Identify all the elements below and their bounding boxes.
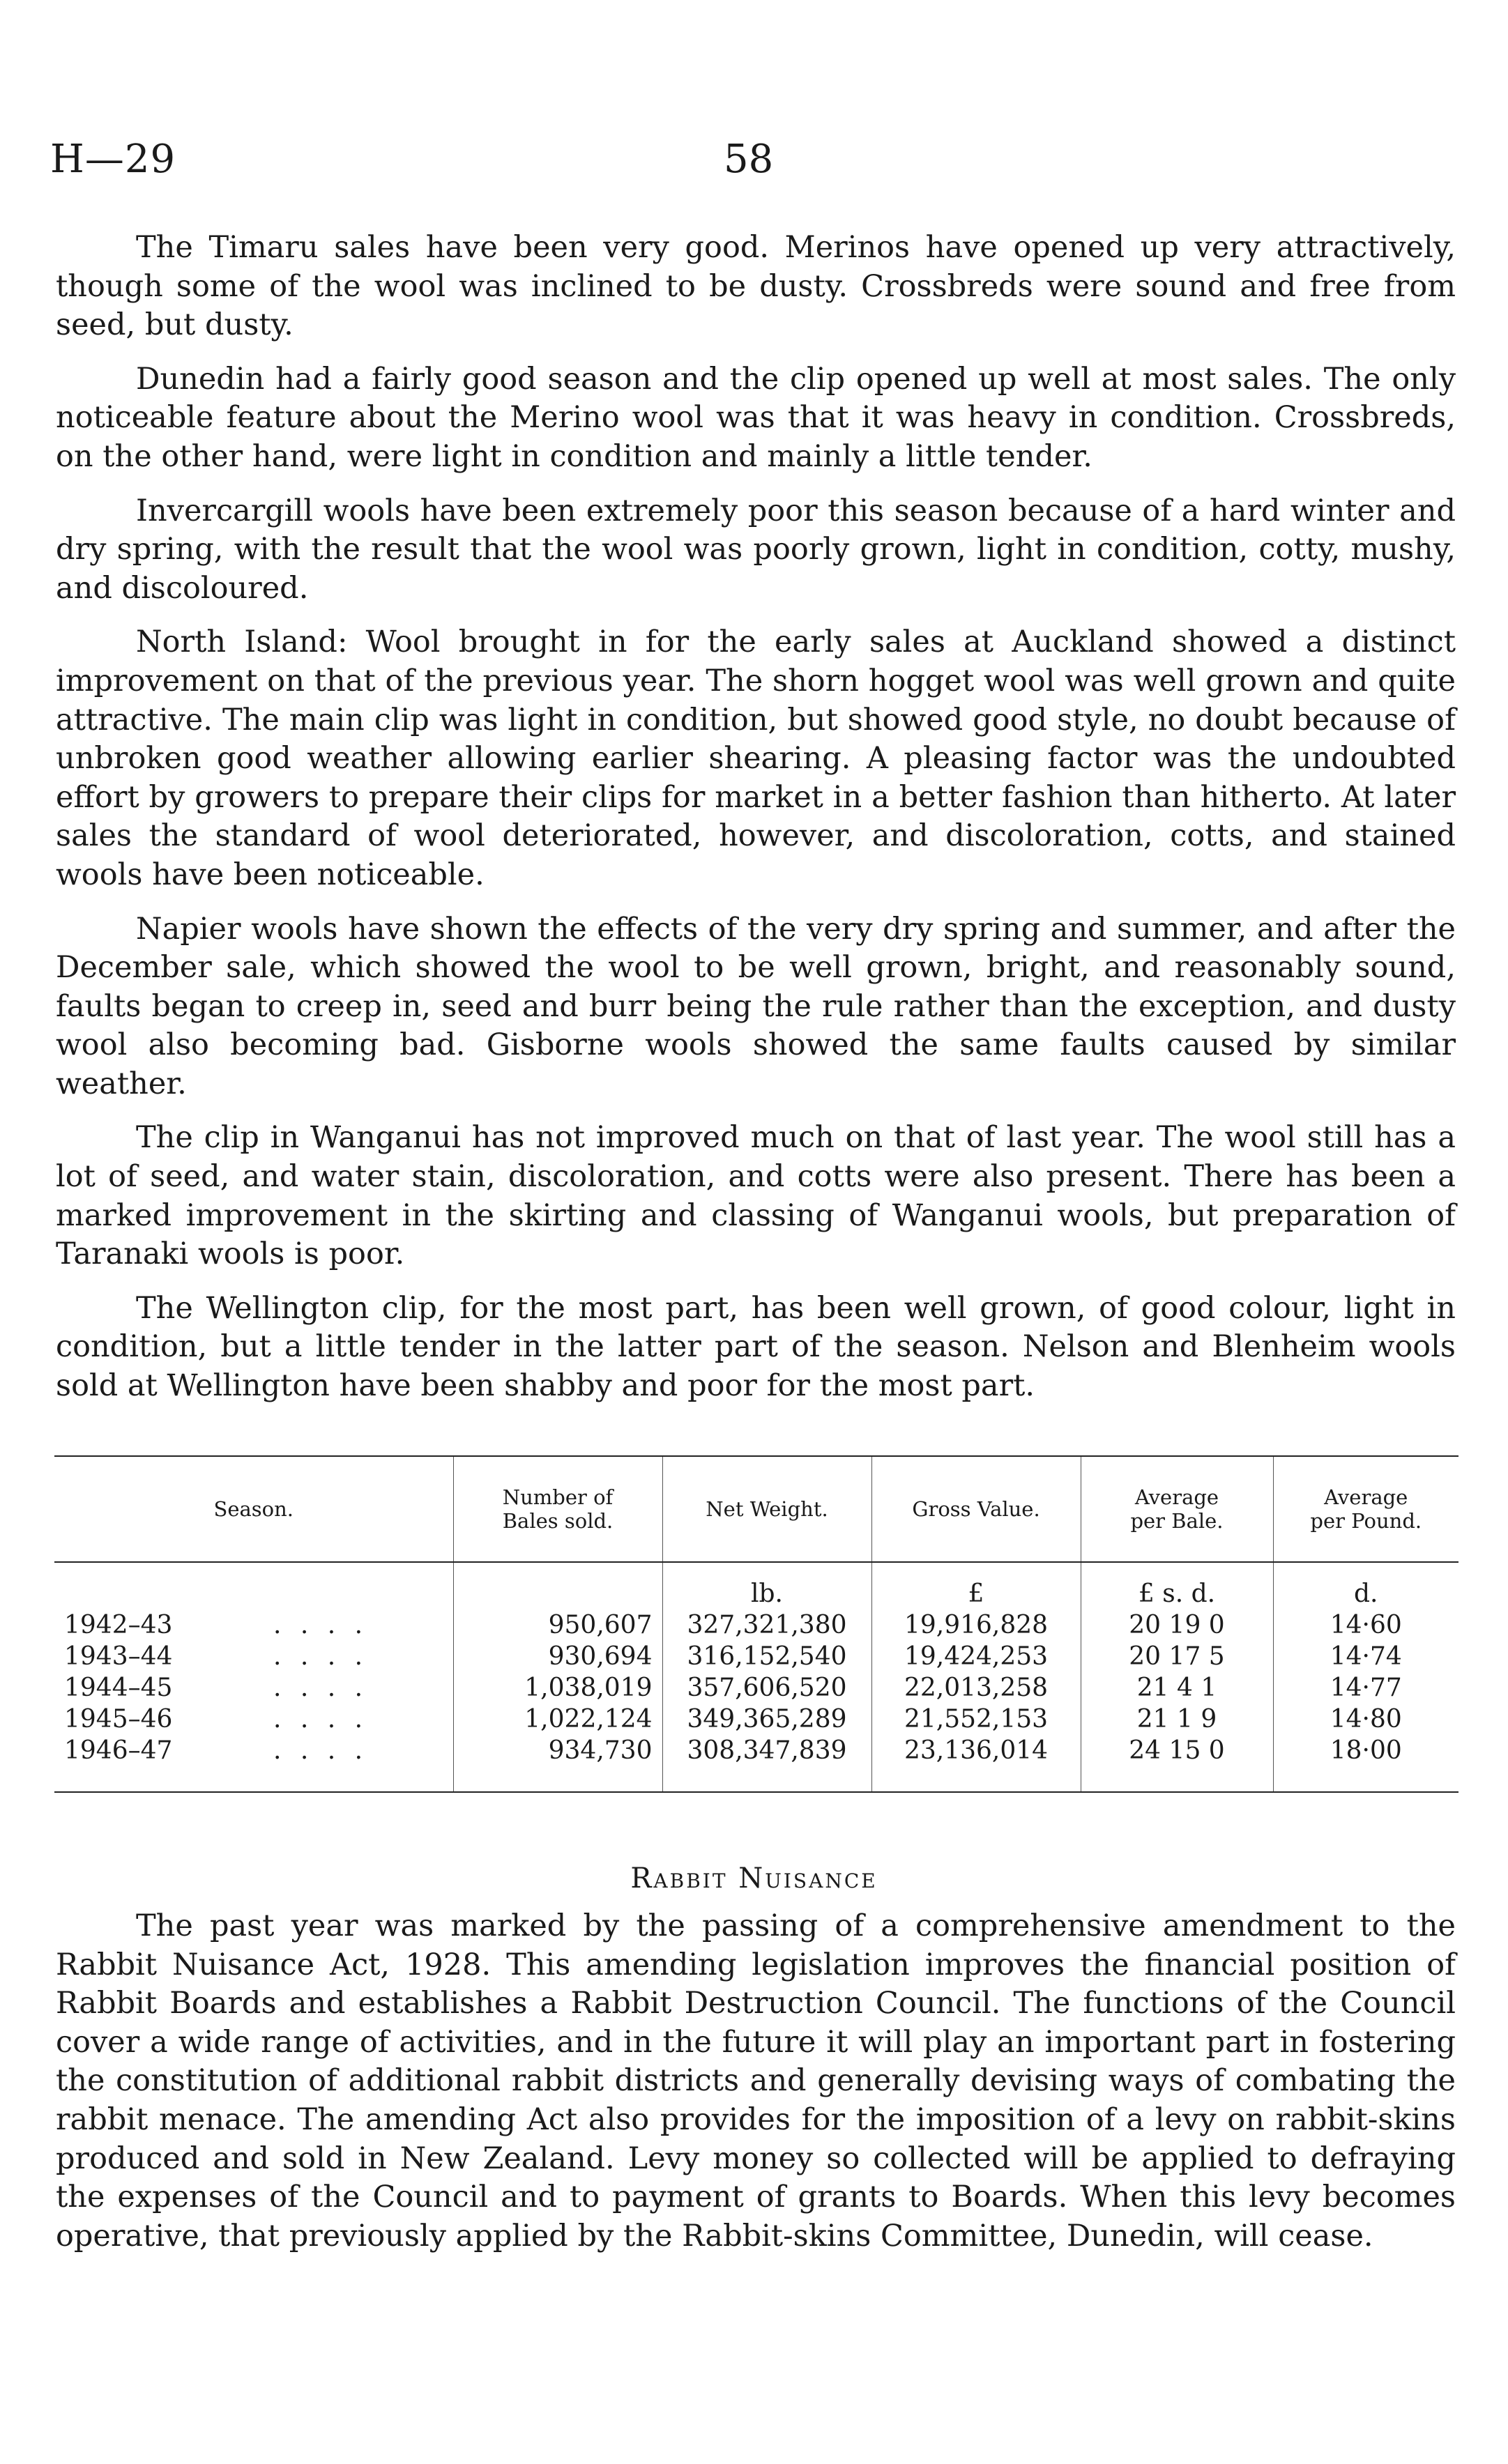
- gross-value-cell: 21,552,153: [871, 1704, 1081, 1735]
- season-cell: 1944–45: [64, 1674, 173, 1702]
- header-gross-value: Gross Value.: [871, 1456, 1081, 1562]
- net-weight-cell: 308,347,839: [662, 1735, 871, 1792]
- net-weight-cell: 357,606,520: [662, 1672, 871, 1704]
- leader-dots: . . . .: [273, 1705, 369, 1734]
- gross-value-cell: 19,424,253: [871, 1641, 1081, 1672]
- paragraph-timaru: The Timaru sales have been very good. Merinos have opened up very attractively, though some of the wool was inclined to be dusty. Crossbreds were sound and free from seed, but dusty.: [56, 230, 1456, 343]
- unit-gross-value: £: [871, 1562, 1081, 1609]
- season-cell: 1943–44: [64, 1642, 173, 1671]
- paragraph-napier: Napier wools have shown the effects of the very dry spring and summer, and after the December sale, which showed the wool to be well grown, bright, and reasonably sound, faults began to creep in, seed and burr being the rule rather than the exception, and dusty wool also becoming bad. Gisborne wools showed the same faults caused by similar weather.: [56, 911, 1456, 1101]
- paragraph-wellington: The Wellington clip, for the most part, has been well grown, of good colour, light in condition, but a little tender in the latter part of the season. Nelson and Blenheim wools sold at Wellington have been shabby and poor for the most part.: [56, 1290, 1456, 1404]
- average-per-pound-cell: 14·74: [1273, 1641, 1459, 1672]
- unit-net-weight: lb.: [662, 1562, 871, 1609]
- leader-dots: . . . .: [273, 1674, 369, 1702]
- paragraph-north-island: North Island: Wool brought in for the early sales at Auckland showed a distinct improvement on that of the previous year. The shorn hogget wool was well grown and quite attractive. The main clip was light in condition, but showed good style, no doubt because of unbroken good weather allowing earlier shearing. A pleasing factor was the undoubted effort by growers to prepare their clips for market in a better fashion than hitherto. At later sales the standard of wool deteriorated, however, and discoloration, cotts, and stained wools have been noticeable.: [56, 625, 1456, 892]
- average-per-pound-cell: 14·80: [1273, 1704, 1459, 1735]
- average-per-bale-cell: 20 19 0: [1081, 1609, 1273, 1641]
- unit-average-per-bale: £ s. d.: [1081, 1562, 1273, 1609]
- paragraph-wanganui: The clip in Wanganui has not improved much on that of last year. The wool still has a lot of seed, and water stain, discoloration, and cotts were also present. There has been a marked improvement in the skirting and classing of Wanganui wools, but preparation of Taranaki wools is poor.: [56, 1120, 1456, 1272]
- net-weight-cell: 327,321,380: [662, 1609, 871, 1641]
- net-weight-cell: 349,365,289: [662, 1704, 871, 1735]
- average-per-bale-cell: 20 17 5: [1081, 1641, 1273, 1672]
- average-per-pound-cell: 18·00: [1273, 1735, 1459, 1792]
- document-reference: H—29: [50, 137, 176, 182]
- table-row: [54, 1641, 1459, 1672]
- header-season: Season.: [54, 1456, 453, 1562]
- paragraph-dunedin: Dunedin had a fairly good season and the clip opened up well at most sales. The only noticeable feature about the Merino wool was that it was heavy in condition. Crossbreds, on the other hand, were light in condition and mainly a little tender.: [56, 361, 1456, 474]
- page-header: [50, 137, 1459, 185]
- unit-average-per-pound: d.: [1273, 1562, 1459, 1609]
- wool-report-text: [56, 229, 1456, 1421]
- bales-cell: 934,730: [453, 1735, 662, 1792]
- header-bales-sold: Number of Bales sold.: [453, 1456, 662, 1562]
- bales-cell: 950,607: [453, 1609, 662, 1641]
- section-title-rabbit-nuisance: Rabbit Nuisance: [630, 1862, 878, 1895]
- table-row: [54, 1735, 1459, 1792]
- average-per-bale-cell: 24 15 0: [1081, 1735, 1273, 1792]
- leader-dots: . . . .: [273, 1736, 369, 1765]
- header-average-per-pound: Average per Pound.: [1273, 1456, 1459, 1562]
- table-row: [54, 1672, 1459, 1704]
- gross-value-cell: 19,916,828: [871, 1609, 1081, 1641]
- leader-dots: . . . .: [273, 1611, 369, 1639]
- bales-cell: 1,038,019: [453, 1672, 662, 1704]
- average-per-pound-cell: 14·77: [1273, 1672, 1459, 1704]
- bales-cell: 1,022,124: [453, 1704, 662, 1735]
- paragraph-rabbit-nuisance: The past year was marked by the passing of a comprehensive amendment to the Rabbit Nuisance Act, 1928. This amending legislation improves the financial position of Rabbit Boards and establishes a Rabbit Destruction Council. The functions of the Council cover a wide range of activities, and in the future it will play an important part in fostering the constitution of additional rabbit districts and generally devising ways of combating the rabbit menace. The amending Act also provides for the imposition of a levy on rabbit-skins produced and sold in New Zealand. Levy money so collected will be applied to defraying the expenses of the Council and to payment of grants to Boards. When this levy becomes operative, that previously applied by the Rabbit-skins Committee, Dunedin, will cease.: [56, 1908, 1456, 2253]
- season-cell: 1942–43: [64, 1611, 173, 1639]
- table-header-row: [54, 1456, 1459, 1562]
- page-number: 58: [724, 137, 774, 182]
- table-row: [54, 1609, 1459, 1641]
- rabbit-nuisance-text: [56, 1907, 1456, 2256]
- average-per-bale-cell: 21 1 9: [1081, 1704, 1273, 1735]
- paragraph-invercargill: Invercargill wools have been extremely poor this season because of a hard winter and dry spring, with the result that the wool was poorly grown, light in condition, cotty, mushy, and discoloured.: [56, 493, 1456, 606]
- header-average-per-bale: Average per Bale.: [1081, 1456, 1273, 1562]
- leader-dots: . . . .: [273, 1642, 369, 1671]
- gross-value-cell: 23,136,014: [871, 1735, 1081, 1792]
- season-cell: 1946–47: [64, 1736, 173, 1765]
- table-units-row: [54, 1562, 1459, 1609]
- average-per-bale-cell: 21 4 1: [1081, 1672, 1273, 1704]
- net-weight-cell: 316,152,540: [662, 1641, 871, 1672]
- header-net-weight: Net Weight.: [662, 1456, 871, 1562]
- average-per-pound-cell: 14·60: [1273, 1609, 1459, 1641]
- table-row: [54, 1704, 1459, 1735]
- bales-cell: 930,694: [453, 1641, 662, 1672]
- wool-sales-table: [54, 1455, 1459, 1793]
- gross-value-cell: 22,013,258: [871, 1672, 1081, 1704]
- season-cell: 1945–46: [64, 1705, 173, 1734]
